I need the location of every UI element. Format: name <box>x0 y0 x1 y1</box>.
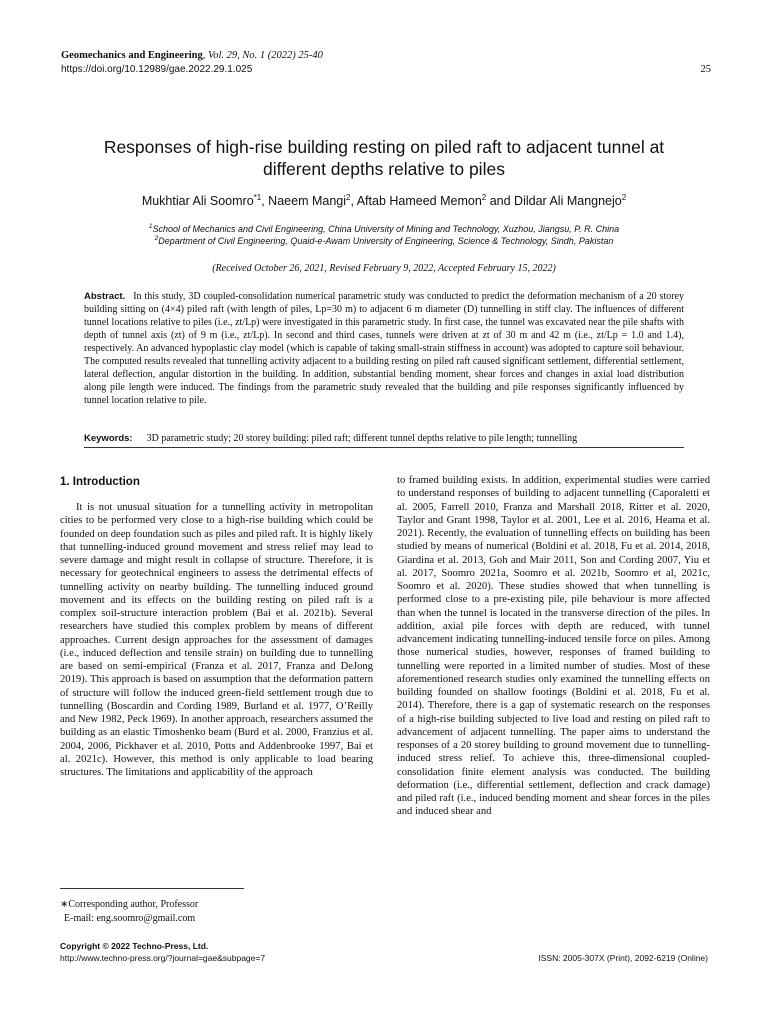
author-1-mark: *1 <box>253 192 262 202</box>
affiliation-1-text: School of Mechanics and Civil Engineering, China University of Mining and Technology, Xuzhou, Jiangsu, P. R. China <box>152 224 620 234</box>
footnote <box>60 898 198 926</box>
received-dates: (Received October 26, 2021, Revised February 9, 2022, Accepted February 15, 2022) <box>212 263 556 274</box>
doi-link[interactable]: https://doi.org/10.12989/gae.2022.29.1.025 <box>61 64 253 75</box>
affiliation-2-text: Department of Civil Engineering, Quaid-e-Awam University of Engineering, Science & Technology, Sindh, Pakistan <box>158 236 614 246</box>
paragraph: It is not unusual situation for a tunnelling activity in metropolitan cities to be performed very close to a high-rise building which could be founded on deep foundation such as piles and piled raft. It is highly likely that tunnelling-induced ground movement and stress relief may lead to severe damage and might result in collapse of structure. Therefore, it is necessary for geotechnical engineers to assess the detrimental effects of tunnelling activity on nearby building. The tunnelling induced ground movement and its effects on the building resting on piled raft is a complex soil-structure interaction problem (Bai et al. 2021b). Several researchers have studied this complex problem by means of different approaches. Current design approaches for the assessment of damages (i.e., induced deflection and tensile strain) on building due to tunnelling are based on semi-empirical (Franza et al. 2017, Franza and DeJong 2019). This approach is based on assumption that the deformation pattern of structure will follow the induced green-field settlement trough due to tunnelling (Boscardin and Cording 1989, Burland et al. 1977, O’Reilly and New 1982, Peck 1969). In another approach, researchers assumed the building as an elastic Timoshenko beam (Burd et al. 2000, Franzius et al. 2004, 2006, Pickhaver et al. 2010, Potts and Addenbrooke 1997, Bai et al. 2021c). However, this method is only applicable to load bearing structures. The limitations and applicability of the approach <box>60 502 373 778</box>
journal-citation <box>61 49 711 63</box>
author-3-mark: 2 <box>481 192 487 202</box>
affiliation-1-mark: 1 <box>148 223 153 230</box>
journal-header <box>61 49 711 77</box>
issn: ISSN: 2005-307X (Print), 2092-6219 (Online) <box>538 953 708 963</box>
body-column-left <box>60 501 373 779</box>
affiliation-2-mark: 2 <box>154 235 159 242</box>
author-1: Mukhtiar Ali Soomro <box>141 194 254 208</box>
footnote-corresponding: ∗Corresponding author, Professor <box>60 899 199 910</box>
copyright-block <box>60 940 265 964</box>
abstract-text: In this study, 3D coupled-consolidation numerical parametric study was conducted to predict the deformation mechanism of a 20 storey building sitting on (4×4) piled raft (with length of piles, Lp=30 m) to adjacent 6 m diameter (D) tunnelling in stiff clay. The influences of different tunnel locations relative to piles (i.e., zt/Lp) were investigated in this parametric study. In first case, the tunnel was excavated near the pile shafts with depth of tunnel axis (zt) of 9 m (i.e., zt/Lp). In second and third cases, tunnels were driven at zt of 30 m and 42 m (i.e., zt/Lp = 1.0 and 1.4), respectively. An advanced hypoplastic clay model (which is capable of taking small-strain stiffness in account) was adopted to capture soil behaviour. The computed results revealed that tunnelling activity adjacent to a building resting on piled raft caused significant settlement, differential settlement, lateral deflection, angular distortion in the building. In addition, substantial bending moment, shear forces and changes in axial load distribution along pile length were induced. The findings from the parametric study revealed that the building and pile responses significantly influenced by tunnel location relative to pile. <box>84 291 684 406</box>
author-3: , Aftab Hameed Memon <box>350 194 482 208</box>
abstract <box>84 290 684 407</box>
author-4-mark: 2 <box>621 192 627 202</box>
affiliations <box>60 223 708 247</box>
keywords-divider <box>84 447 684 448</box>
author-4: and Dildar Ali Mangnejo <box>486 194 622 208</box>
affiliation-1 <box>60 223 708 235</box>
publisher-url[interactable]: http://www.techno-press.org/?journal=gae&subpage=7 <box>60 953 266 963</box>
abstract-label: Abstract. <box>84 291 126 302</box>
journal-issue: , Vol. 29, No. 1 (2022) 25-40 <box>202 50 323 61</box>
keywords-text: 3D parametric study; 20 storey building: piled raft; different tunnel depths relative to pile length; tunnelling <box>146 433 578 444</box>
keywords <box>84 432 684 445</box>
paragraph: to framed building exists. In addition, experimental studies were carried to understand responses of building to adjacent tunnelling (Caporaletti et al. 2005, Farrell 2010, Franza and Marshall 2018, Ritter et al. 2020, Taylor and Grant 1998, Taylor et al. 2001, Lee et al. 2016, Heama et al. 2021). Recently, the evaluation of tunnelling effects on building has been studied by means of numerical (Boldini et al. 2018, Fu et al. 2014, 2018, Giardina et al. 2013, Goh and Mair 2011, Son and Cording 2007, Yiu et al. 2017, Soomro 2021a, Soomro et al. 2021b, Soomro et al, 2021c, Soomro et al. 2020). These studies showed that when tunnelling is performed close to a pre-existing pile, pile behaviour is more affected than when the tunnel is located in the transverse direction of the piles. In addition, axial pile forces with depth are reduced, with tunnel advancement indicating tunnelling-induced tensile force on piles. Among those numerical studies, however, responses of framed building to tunnelling were reported in a limited number of studies. Most of these aforementioned research studies only examined the tunnelling effects on building founded on shallow footings (Boldini et al. 2018, Fu et al. 2014). Therefore, there is a gap of systematic research on the responses of a high-rise building subjected to live load and resting on piled raft to advancement of adjacent tunnelling. The paper aims to understand the responses of a 20 storey building to ground movement due to tunnelling- induced stress relief. To achieve this, three-dimensional coupled-consolidation finite element analysis was conducted. The building deformation (i.e., differential settlement, deflection and crack damage) and piled raft (i.e., induced bending moment and shear forces in the piles and induced shear and <box>397 475 710 818</box>
paper-title <box>60 136 708 180</box>
footnote-email[interactable]: E-mail: eng.soomro@gmail.com <box>64 913 196 924</box>
footnote-divider <box>60 888 244 889</box>
author-list <box>60 193 708 209</box>
section-heading: 1. Introduction <box>60 476 140 488</box>
paper-title-line-1: Responses of high-rise building resting on piled raft to adjacent tunnel at <box>103 137 665 157</box>
journal-name: Geomechanics and Engineering <box>61 50 203 61</box>
author-2-mark: 2 <box>346 192 351 202</box>
author-2: , Naeem Mangi <box>261 194 346 208</box>
copyright-text: Copyright © 2022 Techno-Press, Ltd. <box>60 941 209 951</box>
body-column-right <box>397 474 710 819</box>
page-number: 25 <box>700 64 711 75</box>
affiliation-2 <box>60 235 708 247</box>
paper-title-line-2: different depths relative to piles <box>263 159 505 179</box>
keywords-label: Keywords: <box>84 433 133 444</box>
